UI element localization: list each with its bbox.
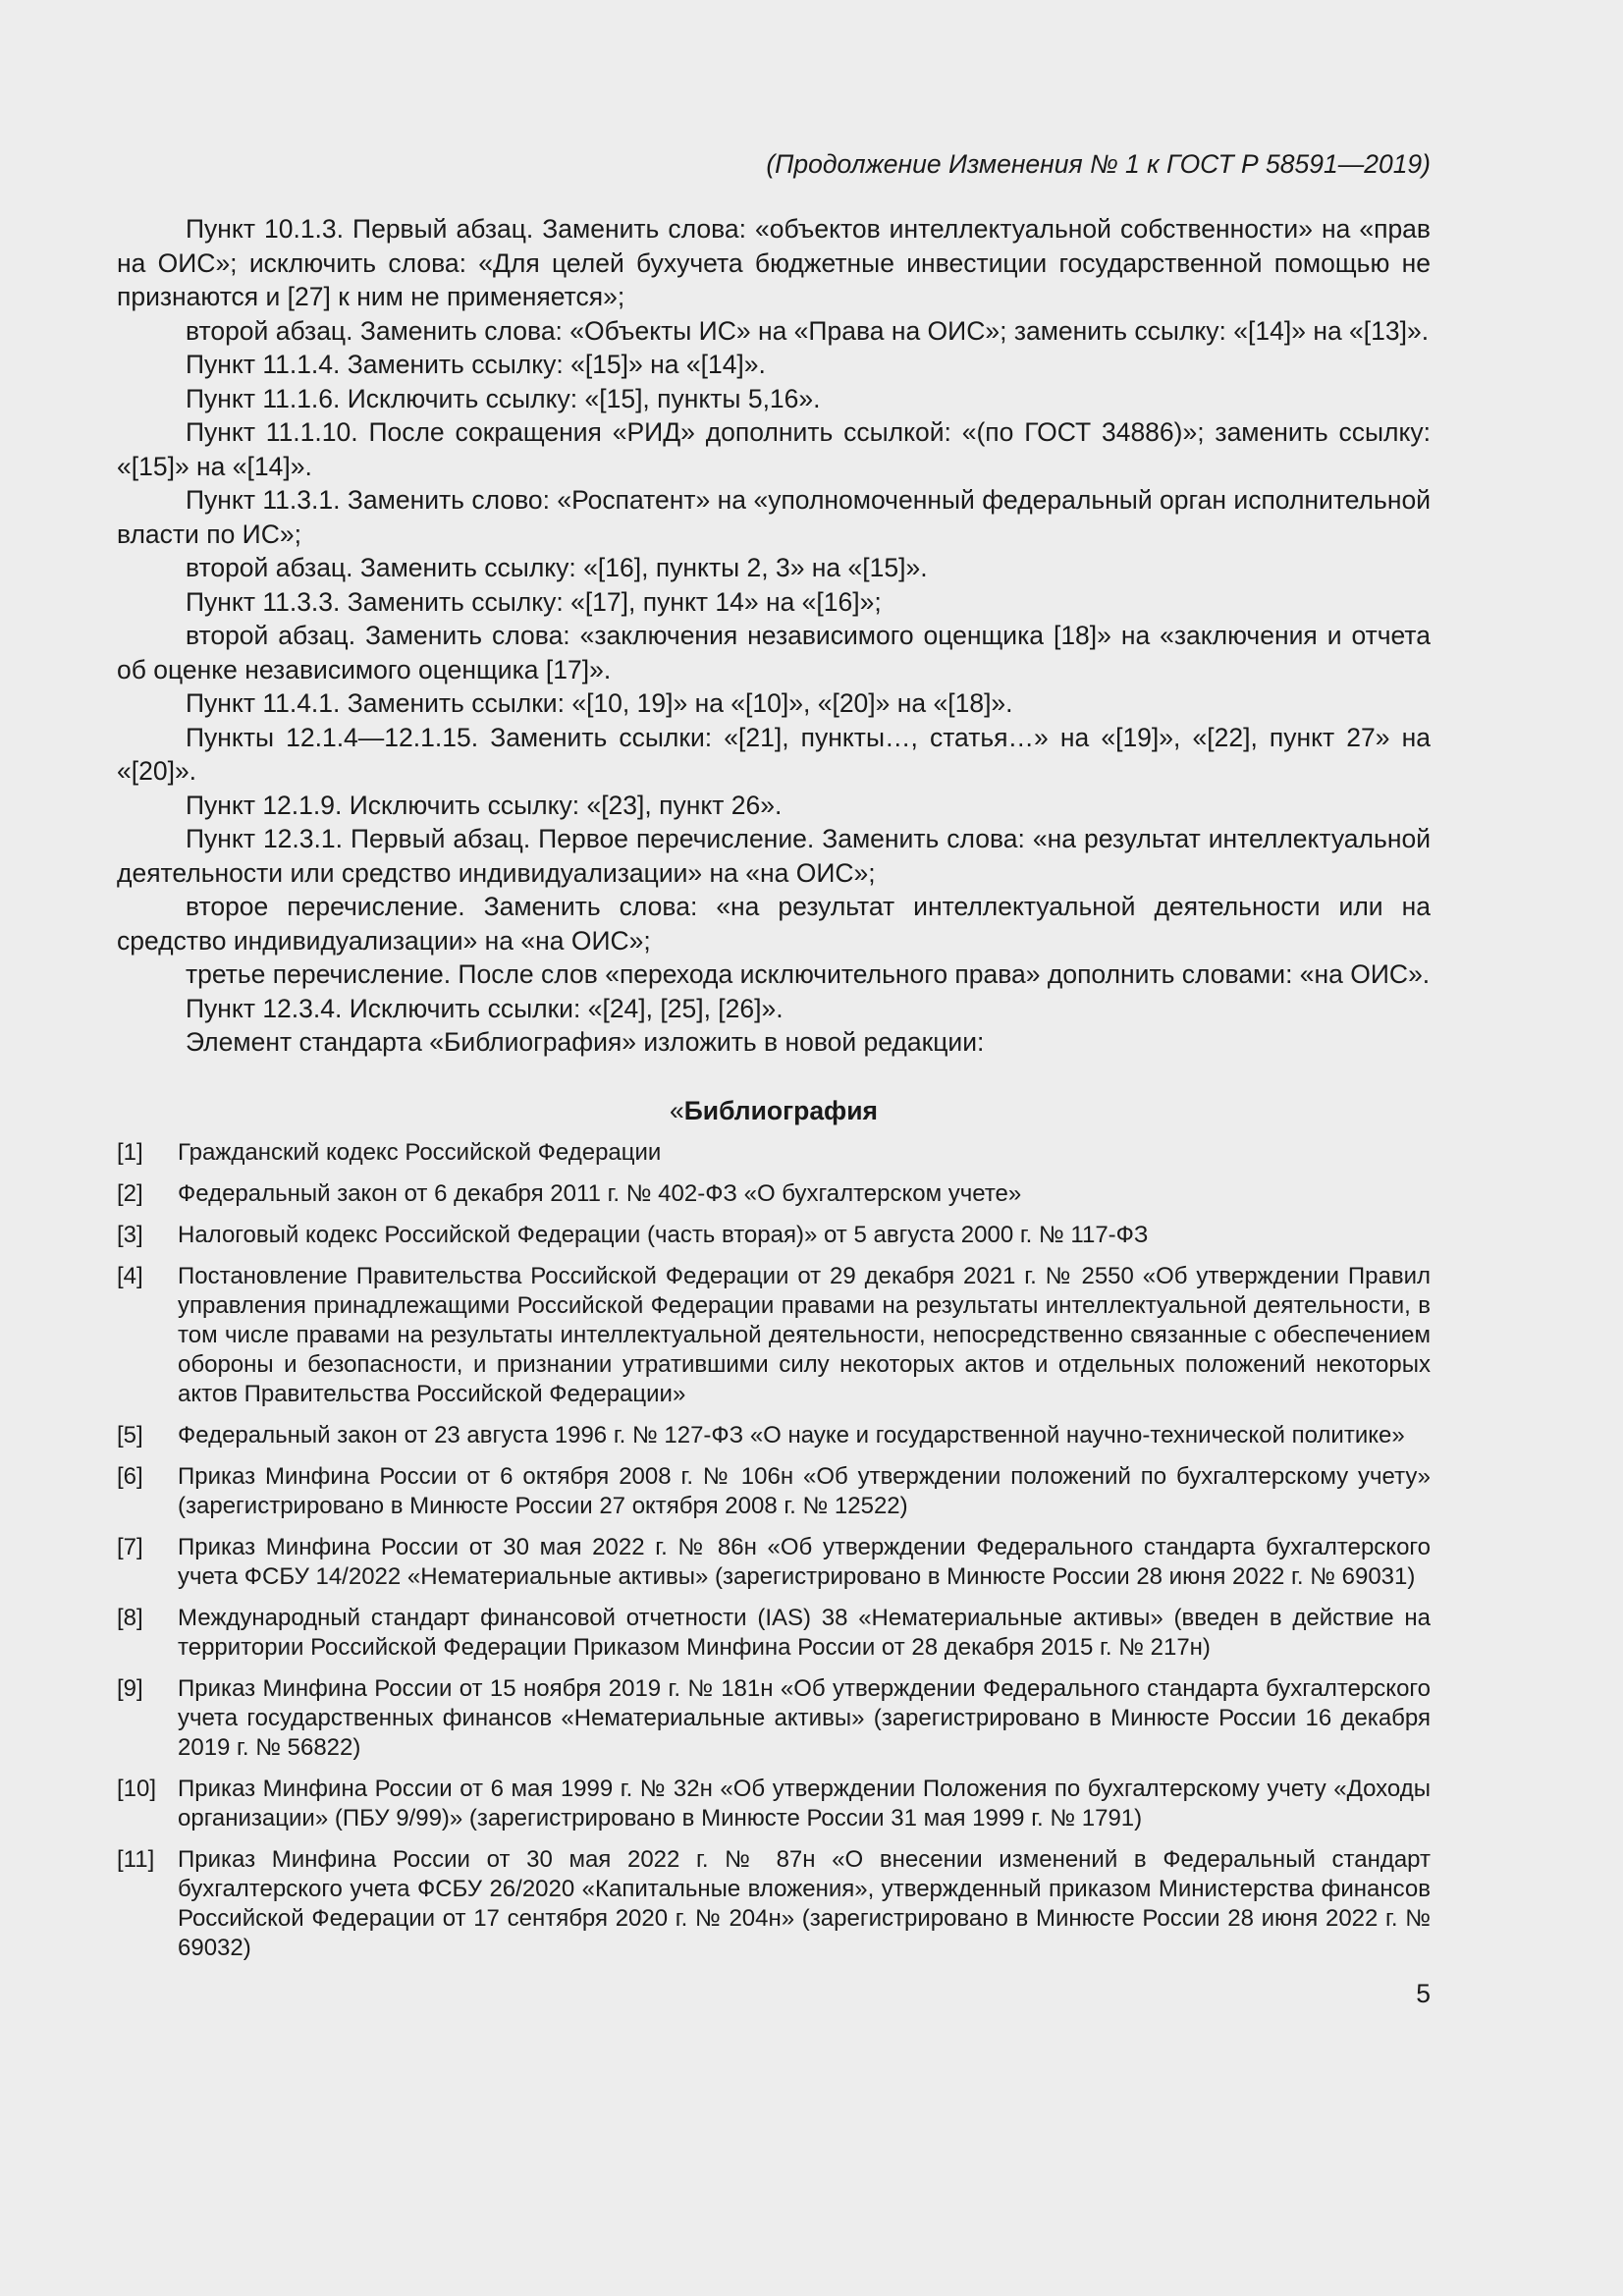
paragraph: второй абзац. Заменить слова: «заключения независимого оценщика [18]» на «заключения и отчета об оценке независимого оценщика [17]». bbox=[117, 621, 1431, 684]
paragraph: третье перечисление. После слов «перехода исключительного права» дополнить словами: «на ОИС». bbox=[186, 959, 1431, 989]
paragraph: Пункт 12.3.1. Первый абзац. Первое перечисление. Заменить слова: «на результат интеллектуальной деятельности или средство индивидуализации» на «на ОИС»; bbox=[117, 824, 1431, 888]
paragraph: второй абзац. Заменить слова: «Объекты ИС» на «Права на ОИС»; заменить ссылку: «[14]» на «[13]». bbox=[186, 315, 1430, 346]
ref-number: [8] bbox=[117, 1604, 143, 1631]
ref-text: Федеральный закон от 6 декабря 2011 г. № 402-ФЗ «О бухгалтерском учете» bbox=[178, 1179, 1022, 1207]
bibliography-item bbox=[117, 1674, 1431, 1763]
ref-text: Приказ Минфина России от 6 октября 2008 г. № 106н «Об утверждении положений по бухгалтерскому учету» (зарегистрировано в Минюсте России 27 октября 2008 г. № 12522) bbox=[178, 1462, 1431, 1519]
paragraph: Пункт 11.1.6. Исключить ссылку: «[15], пункты 5,16». bbox=[186, 383, 821, 413]
paragraph: Пункт 11.1.10. После сокращения «РИД» дополнить ссылкой: «(по ГОСТ 34886)»; заменить ссылку: «[15]» на «[14]». bbox=[117, 417, 1431, 481]
ref-number: [4] bbox=[117, 1262, 143, 1289]
paragraph: Пункт 11.1.4. Заменить ссылку: «[15]» на «[14]». bbox=[186, 350, 766, 379]
ref-text: Приказ Минфина России от 30 мая 2022 г. № 87н «О внесении изменений в Федеральный стандарт бухгалтерского учета ФСБУ 26/2020 «Капитальные вложения», утвержденный приказом Министерства финансов Российской Федерации от 17 сентября 2020 г. № 204н» (зарегистрировано в Минюсте России 28 июня 2022 г. № 69032) bbox=[178, 1845, 1431, 1961]
bibliography-item bbox=[117, 1462, 1431, 1521]
ref-number: [10] bbox=[117, 1775, 157, 1802]
bibliography-list bbox=[117, 1138, 1431, 1963]
paragraph: Элемент стандарта «Библиография» изложить в новой редакции: bbox=[186, 1027, 985, 1057]
ref-number: [1] bbox=[117, 1138, 143, 1166]
ref-text: Приказ Минфина России от 30 мая 2022 г. № 86н «Об утверждении Федерального стандарта бухгалтерского учета ФСБУ 14/2022 «Нематериальные активы» (зарегистрировано в Минюсте России 28 июня 2022 г. № 69031) bbox=[178, 1533, 1431, 1590]
paragraph: второй абзац. Заменить ссылку: «[16], пункты 2, 3» на «[15]». bbox=[186, 553, 928, 582]
ref-text: Международный стандарт финансовой отчетности (IAS) 38 «Нематериальные активы» (введен в действие на территории Российской Федерации Приказом Минфина России от 28 декабря 2015 г. № 217н) bbox=[178, 1604, 1431, 1661]
ref-text: Постановление Правительства Российской Федерации от 29 декабря 2021 г. № 2550 «Об утверждении Правил управления принадлежащими Российской Федерации правами на результаты интеллектуальной деятельности, в том числе правами на результаты интеллектуальной деятельности, непосредственно связанные с обеспечением обороны и безопасности, и признании утратившими силу некоторых актов и отдельных положений некоторых актов Правительства Российской Федерации» bbox=[178, 1262, 1431, 1407]
ref-number: [9] bbox=[117, 1674, 143, 1702]
paragraph: Пункты 12.1.4—12.1.15. Заменить ссылки: «[21], пункты…, статья…» на «[19]», «[22], пункт 27» на «[20]». bbox=[117, 722, 1431, 786]
paragraph: второе перечисление. Заменить слова: «на результат интеллектуальной деятельности или на средство индивидуализации» на «на ОИС»; bbox=[117, 892, 1431, 956]
bibliography-item bbox=[117, 1138, 1431, 1168]
bibliography-item bbox=[117, 1421, 1431, 1450]
amendment-text bbox=[117, 212, 1431, 1060]
paragraph: Пункт 12.3.4. Исключить ссылки: «[24], [25], [26]». bbox=[186, 993, 784, 1023]
paragraph: Пункт 11.3.3. Заменить ссылку: «[17], пункт 14» на «[16]»; bbox=[186, 586, 882, 617]
bibliography-item bbox=[117, 1533, 1431, 1592]
paragraph: Пункт 11.4.1. Заменить ссылки: «[10, 19]» на «[10]», «[20]» на «[18]». bbox=[186, 688, 1013, 718]
paragraph: Пункт 11.3.1. Заменить слово: «Роспатент» на «уполномоченный федеральный орган исполнительной власти по ИС»; bbox=[117, 485, 1431, 549]
ref-text: Приказ Минфина России от 15 ноября 2019 г. № 181н «Об утверждении Федерального стандарта бухгалтерского учета государственных финансов «Нематериальные активы» (зарегистрировано в Минюсте России 16 декабря 2019 г. № 56822) bbox=[178, 1674, 1431, 1761]
document-page bbox=[117, 145, 1431, 2010]
page-number: 5 bbox=[1416, 1978, 1431, 2008]
ref-number: [3] bbox=[117, 1221, 143, 1248]
paragraph: Пункт 12.1.9. Исключить ссылку: «[23], пункт 26». bbox=[186, 790, 783, 820]
continuation-header: (Продолжение Изменения № 1 к ГОСТ Р 58591—2019) bbox=[766, 149, 1431, 179]
ref-text: Приказ Минфина России от 6 мая 1999 г. № 32н «Об утверждении Положения по бухгалтерскому учету «Доходы организации» (ПБУ 9/99)» (зарегистрировано в Минюсте России 31 мая 1999 г. № 1791) bbox=[178, 1775, 1431, 1831]
bibliography-item bbox=[117, 1775, 1431, 1833]
ref-number: [2] bbox=[117, 1179, 143, 1207]
ref-number: [5] bbox=[117, 1421, 143, 1449]
bibliography-item bbox=[117, 1221, 1431, 1250]
ref-number: [11] bbox=[117, 1845, 155, 1873]
bibliography-item bbox=[117, 1604, 1431, 1663]
bibliography-title bbox=[117, 1093, 1431, 1128]
ref-text: Федеральный закон от 23 августа 1996 г. № 127-ФЗ «О науке и государственной научно-технической политике» bbox=[178, 1421, 1405, 1449]
ref-text: Гражданский кодекс Российской Федерации bbox=[178, 1138, 662, 1166]
ref-text: Налоговый кодекс Российской Федерации (часть вторая)» от 5 августа 2000 г. № 117-ФЗ bbox=[178, 1221, 1149, 1248]
paragraph: Пункт 10.1.3. Первый абзац. Заменить слова: «объектов интеллектуальной собственности» на «прав на ОИС»; исключить слова: «Для целей бухучета бюджетные инвестиции государственной помощью не признаются и [27] к ним не применяется»; bbox=[117, 214, 1431, 311]
bibliography-item bbox=[117, 1179, 1431, 1209]
bibliography-item bbox=[117, 1845, 1431, 1963]
bibliography-heading: Библиография bbox=[683, 1095, 878, 1125]
ref-number: [6] bbox=[117, 1462, 143, 1490]
ref-number: [7] bbox=[117, 1533, 143, 1560]
bibliography-open-quote: « bbox=[669, 1095, 684, 1125]
bibliography-item bbox=[117, 1262, 1431, 1409]
